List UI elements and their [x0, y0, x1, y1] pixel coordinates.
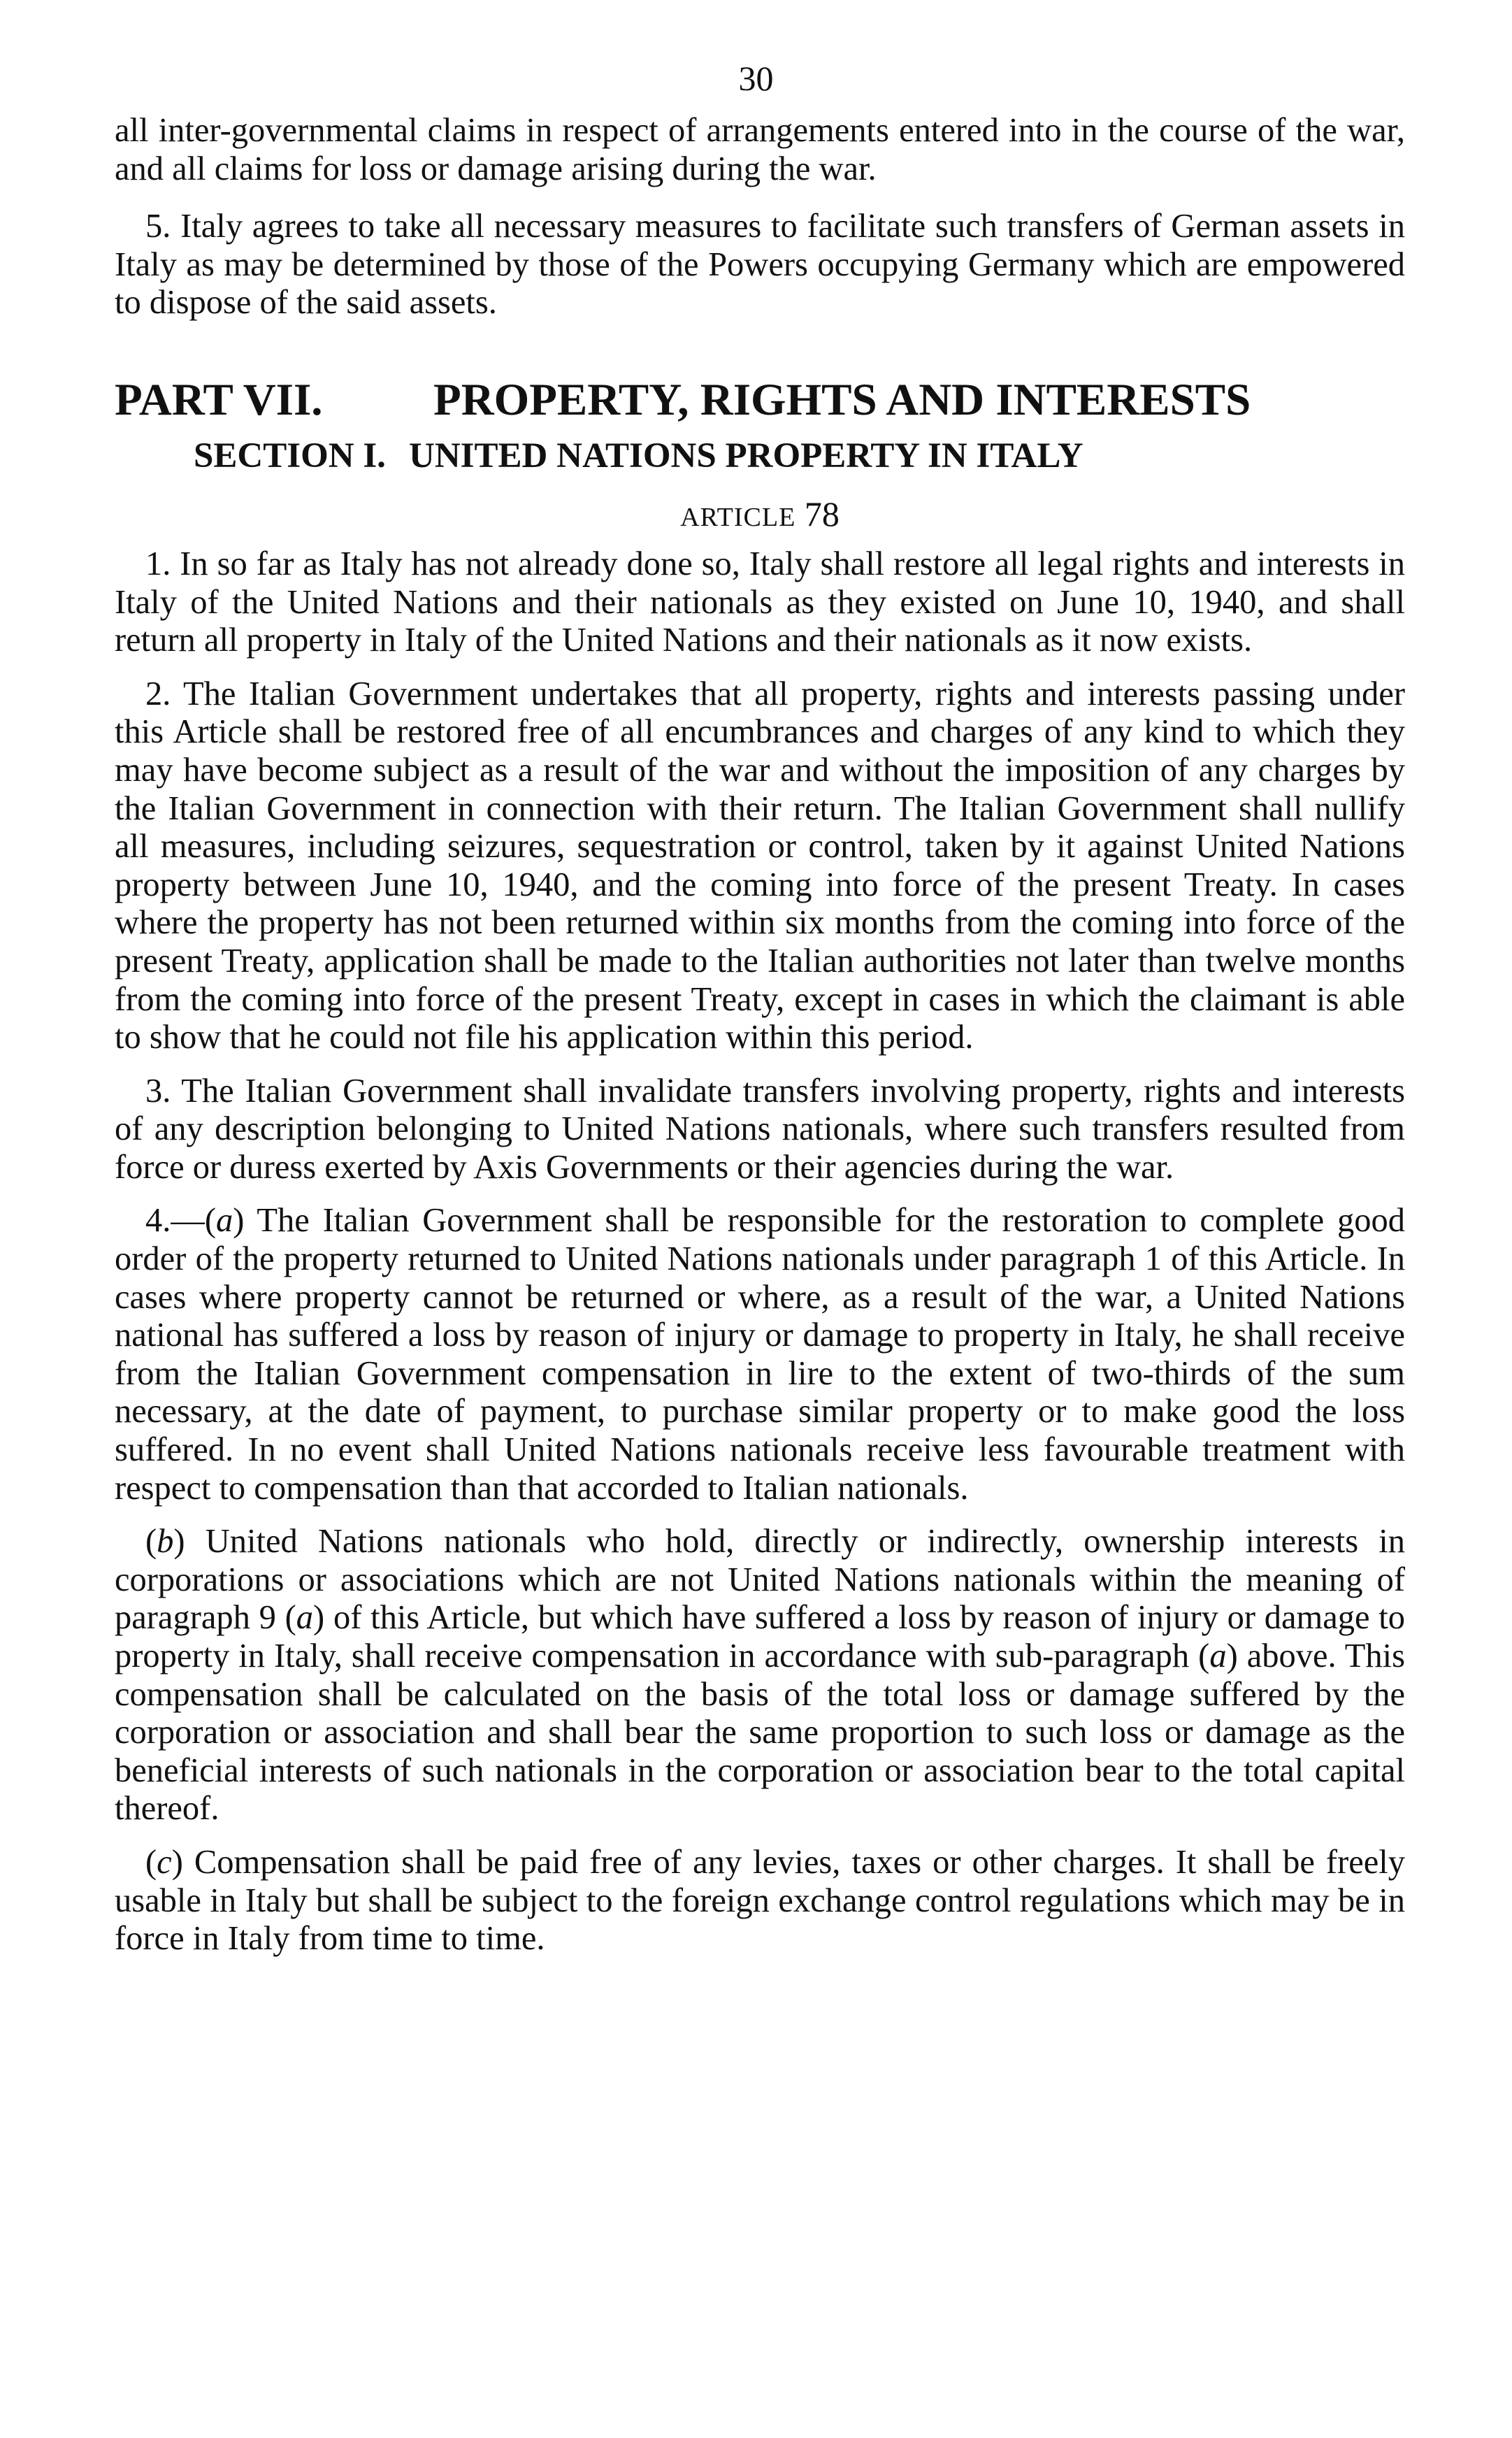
part-label: PART VII.	[115, 374, 323, 425]
article-number: 78	[804, 494, 840, 533]
part-title: PROPERTY, RIGHTS AND INTERESTS	[433, 374, 1251, 425]
part-heading	[115, 373, 1405, 427]
article-paragraph-4a: 4.—(a) The Italian Government shall be responsible for the restoration to complete good order of the property returned to United Nations nationals under paragraph 1 of this Article. In cases where property cannot be returned or where, as a result of the war, a United Nations national has suffered a loss by reason of injury or damage to property in Italy, he shall receive from the Italian Government compensation in lire to the extent of two-thirds of the sum necessary, at the date of payment, to purchase similar property or to make good the loss suffered. In no event shall United Nations nationals receive less favourable treatment with respect to compensation than that accorded to Italian nationals.	[115, 1202, 1405, 1507]
page-number: 30	[738, 59, 774, 98]
subparagraph-b-text-2: of this Article, but which have suffered a loss by reason of injury or damage to property in Italy, shall receive compensation in accordance with sub-paragraph	[115, 1599, 1406, 1675]
subparagraph-b-text-1: United Nations nationals who hold, directly or indirectly, ownership interests in corporations or associations which are not United Nations nationals within the meaning of paragraph 9	[115, 1523, 1405, 1637]
article-paragraph-4c: (c) Compensation shall be paid free of any levies, taxes or other charges. It shall be freely usable in Italy but shall be subject to the foreign exchange control regulations which may be in force in Italy from time to time.	[115, 1843, 1405, 1958]
section-heading	[194, 434, 1405, 478]
subparagraph-c-letter: c	[157, 1843, 172, 1881]
paragraph-5: 5. Italy agrees to take all necessary measures to facilitate such transfers of German assets in Italy as may be determined by those of the Powers occupying Germany which are empowered to dispose of the said assets.	[115, 208, 1405, 322]
paragraph-4-number: 4.—	[145, 1202, 205, 1240]
article-paragraph-2: 2. The Italian Government undertakes that all property, rights and interests passing under this Article shall be restored free of all encumbrances and charges of any kind to which they may have become subject as a result of the war and without the imposition of any charges by the Italian Government in connection with their return. The Italian Government shall nullify all measures, including seizures, sequestration or control, taken by it against United Nations property between June 10, 1940, and the coming into force of the present Treaty. In cases where the property has not been returned within six months from the coming into force of the present Treaty, application shall be made to the Italian authorities not later than twelve months from the coming into force of the present Treaty, except in cases in which the claimant is able to show that he could not file his application within this period.	[115, 675, 1405, 1056]
section-label: SECTION I.	[194, 436, 386, 475]
subparagraph-c-text: Compensation shall be paid free of any levies, taxes or other charges. It shall be freely usable in Italy but shall be subject to the foreign exchange control regulations which may be in force in Italy from time to time.	[115, 1843, 1405, 1958]
article-heading	[115, 493, 1405, 538]
subparagraph-a-text: The Italian Government shall be responsible for the restoration to complete good order of the property returned to United Nations nationals under paragraph 1 of this Article. In cases where property cannot be returned or where, as a result of the war, a United Nations national has suffered a loss by reason of injury or damage to property in Italy, he shall receive from the Italian Government compensation in lire to the extent of two-thirds of the sum necessary, at the date of payment, to purchase similar property or to make good the loss suffered. In no event shall United Nations nationals receive less favourable treatment with respect to compensation than that accorded to Italian nationals.	[115, 1202, 1405, 1507]
subparagraph-a-letter: a	[216, 1202, 233, 1240]
section-title: UNITED NATIONS PROPERTY IN ITALY	[409, 436, 1083, 475]
article-label: ARTICLE	[680, 502, 796, 532]
article-paragraph-3: 3. The Italian Government shall invalidate transfers involving property, rights and interests of any description belonging to United Nations nationals, where such transfers resulted from force or duress exerted by Axis Governments or their agencies during the war.	[115, 1072, 1405, 1186]
article-paragraph-4b: (b) United Nations nationals who hold, directly or indirectly, ownership interests in corporations or associations which are not United Nations nationals within the meaning of paragraph 9 (a) of this Article, but which have suffered a loss by reason of injury or damage to property in Italy, shall receive compensation in accordance with sub-paragraph (a) above. This compensation shall be calculated on the basis of the total loss or damage suffered by the corporation or association and shall bear the same proportion to such loss or damage as the beneficial interests of such nationals in the corporation or association bear to the total capital thereof.	[115, 1523, 1406, 1828]
article-paragraph-1: 1. In so far as Italy has not already done so, Italy shall restore all legal rights and interests in Italy of the United Nations and their nationals as they existed on June 10, 1940, and shall return all property in Italy of the United Nations and their nationals as it now exists.	[115, 545, 1405, 659]
subparagraph-b-ref-1: a	[296, 1599, 314, 1637]
subparagraph-b-letter: b	[157, 1523, 174, 1561]
continued-paragraph: all inter-governmental claims in respect of arrangements entered into in the course of the war, and all claims for loss or damage arising during the war.	[115, 112, 1405, 187]
page-body	[115, 112, 1405, 1958]
subparagraph-b-text-3: above. This compensation shall be calculated on the basis of the total loss or damage suffered by the corporation or association and shall bear the same proportion to such loss or damage as the beneficial interests of such nationals in the corporation or association bear to the total capital thereof.	[115, 1637, 1406, 1828]
subparagraph-b-ref-2: a	[1209, 1637, 1227, 1675]
